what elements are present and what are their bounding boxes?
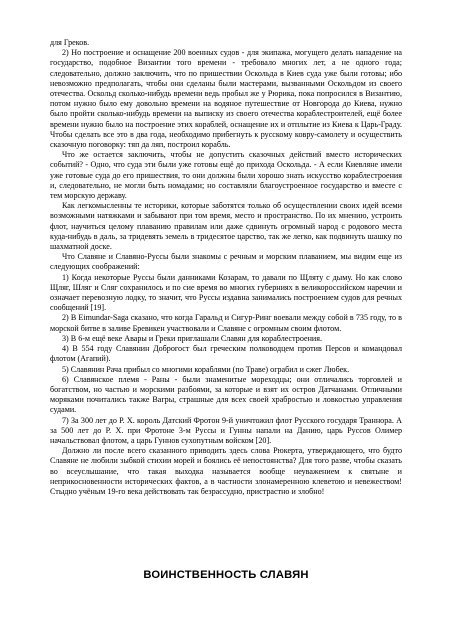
paragraph: 4) В 554 году Славянин Доброгост был греческим полководцем против Персов и командовал флотом (Агапий).	[50, 344, 402, 364]
paragraph: Что же остается заключить, чтобы не допустить сказочных действий вместо исторических событий? - Одно, что суда эти были уже готовы ещё до прихода Оскольда. - А если Киевляне имели уже готовые суда до его пришествия, то они должны были хорошо знать искусство кораблестроения и, следовательно, не могли быть номадами; но составляли благоустроенное государство и вместе с тем морскую державу.	[50, 150, 402, 201]
paragraph: 6) Славянское племя - Раны - были знаменитые мореходцы; они отличались торговлей и богатством, но частью и морскими разбоями, за которые и взят их остров Датчанами. Отличными моряками почитались также Вагры, страшные для всех своей храбростью и ловкостью управления судами.	[50, 374, 402, 415]
paragraph: Должно ли после всего сказанного приводить здесь слова Рюкерта, утверждающего, что будто Славяне не любили зыбкой стихии морей и боялись её непостоянства? Для того разве, чтобы сказать во всеуслышание, что такая выходка называется вообще неуважением к святыне и неприкосновенности исторических фактов, а в частности злонамеренною клеветою и невежеством! Стыдно учёным 19-го века действовать так безрассудно, пристрастно и злобно!	[50, 446, 402, 496]
paragraph: 3) В 6-м ещё веке Авары и Греки приглашали Славян для кораблестроения.	[62, 333, 322, 343]
paragraph: 1) Когда некоторые Руссы были данниками Козарам, то давали по Щляту с дыму. Но как слово Щляг, Шляг и Сляг сохранилось и по сие время во многих губерниях в великороссийском наречии и означает перевозную лодку, то значит, что Руссы издавна занимались построением судов для речных сообщений [19].	[50, 272, 402, 313]
paragraph: 2) Но построение и оснащение 200 военных судов - для экипажа, могущего делать нападение на государство, подобное Византии того времени - требовало многих лет, а не одного года; следовательно, должно заключить, что по пришествии Оскольда в Киев суда уже были готовы; ибо невозможно предполагать, чтобы они сделаны были мастерами, вызванными Оскольдом из своего отечества. Оскольд сколько-нибудь времени ведь пробыл же у Рюрика, пока попросился в Византию, потом нужно было ему довольно времени на водяное путешествие от Новгорода до Киева, нужно было пройти сколько-нибудь времени на выписку из своего отечества кораблестроителей, ещё более времени нужно было на построение этих кораблей, оснащение их и отплытие из Киева к Царь-Граду. Чтобы сделать все это в два года, необходимо прибегнуть к русскому ковру-самолету и осуществить сказочную поговорку: тяп да ляп, построил корабль.	[50, 48, 402, 150]
paragraph: 7) За 300 лет до Р. Х. король Датский Фротон 9-й уничтожил флот Русского государя Траннора. А за 500 лет до Р. Х. при Фротоне 3-м Руссы и Гунны напали на Данию, царь Руссов Олимер начальствовал флотом, а царь Гуннов сухопутным войском [20].	[50, 415, 402, 445]
paragraph: 2) В Eimundar-Saga сказано, что когда Гаральд и Сигур-Ринг воевали между собой в 735 году, то в морской битве в заливе Бревикен участвовали и Славяне с огромным своим флотом.	[50, 313, 402, 333]
body-text	[50, 38, 402, 497]
section-heading: ВОИНСТВЕННОСТЬ СЛАВЯН	[143, 569, 309, 581]
paragraph: Как легкомысленны те историки, которые заботятся только об осуществлении своих идей всеми возможными натяжками и забывают при том время, место и пространство. По их мнению, устроить флот, научиться целому плаванию правилам или даже сдвинуть огромный народ с родового места куда-нибудь в даль, за тридевять земель в тридесятое царство, так же легко, как подвинуть шашку по шахматной доске.	[50, 201, 402, 252]
paragraph: для Греков.	[50, 38, 90, 47]
paragraph: 5) Славянин Рача прибыл со многими кораблями (по Траве) ограбил и сжег Любек.	[62, 364, 350, 374]
paragraph: Что Славяне и Славяно-Руссы были знакомы с речным и морским плаванием, мы видим еще из следующих соображений:	[50, 252, 402, 272]
